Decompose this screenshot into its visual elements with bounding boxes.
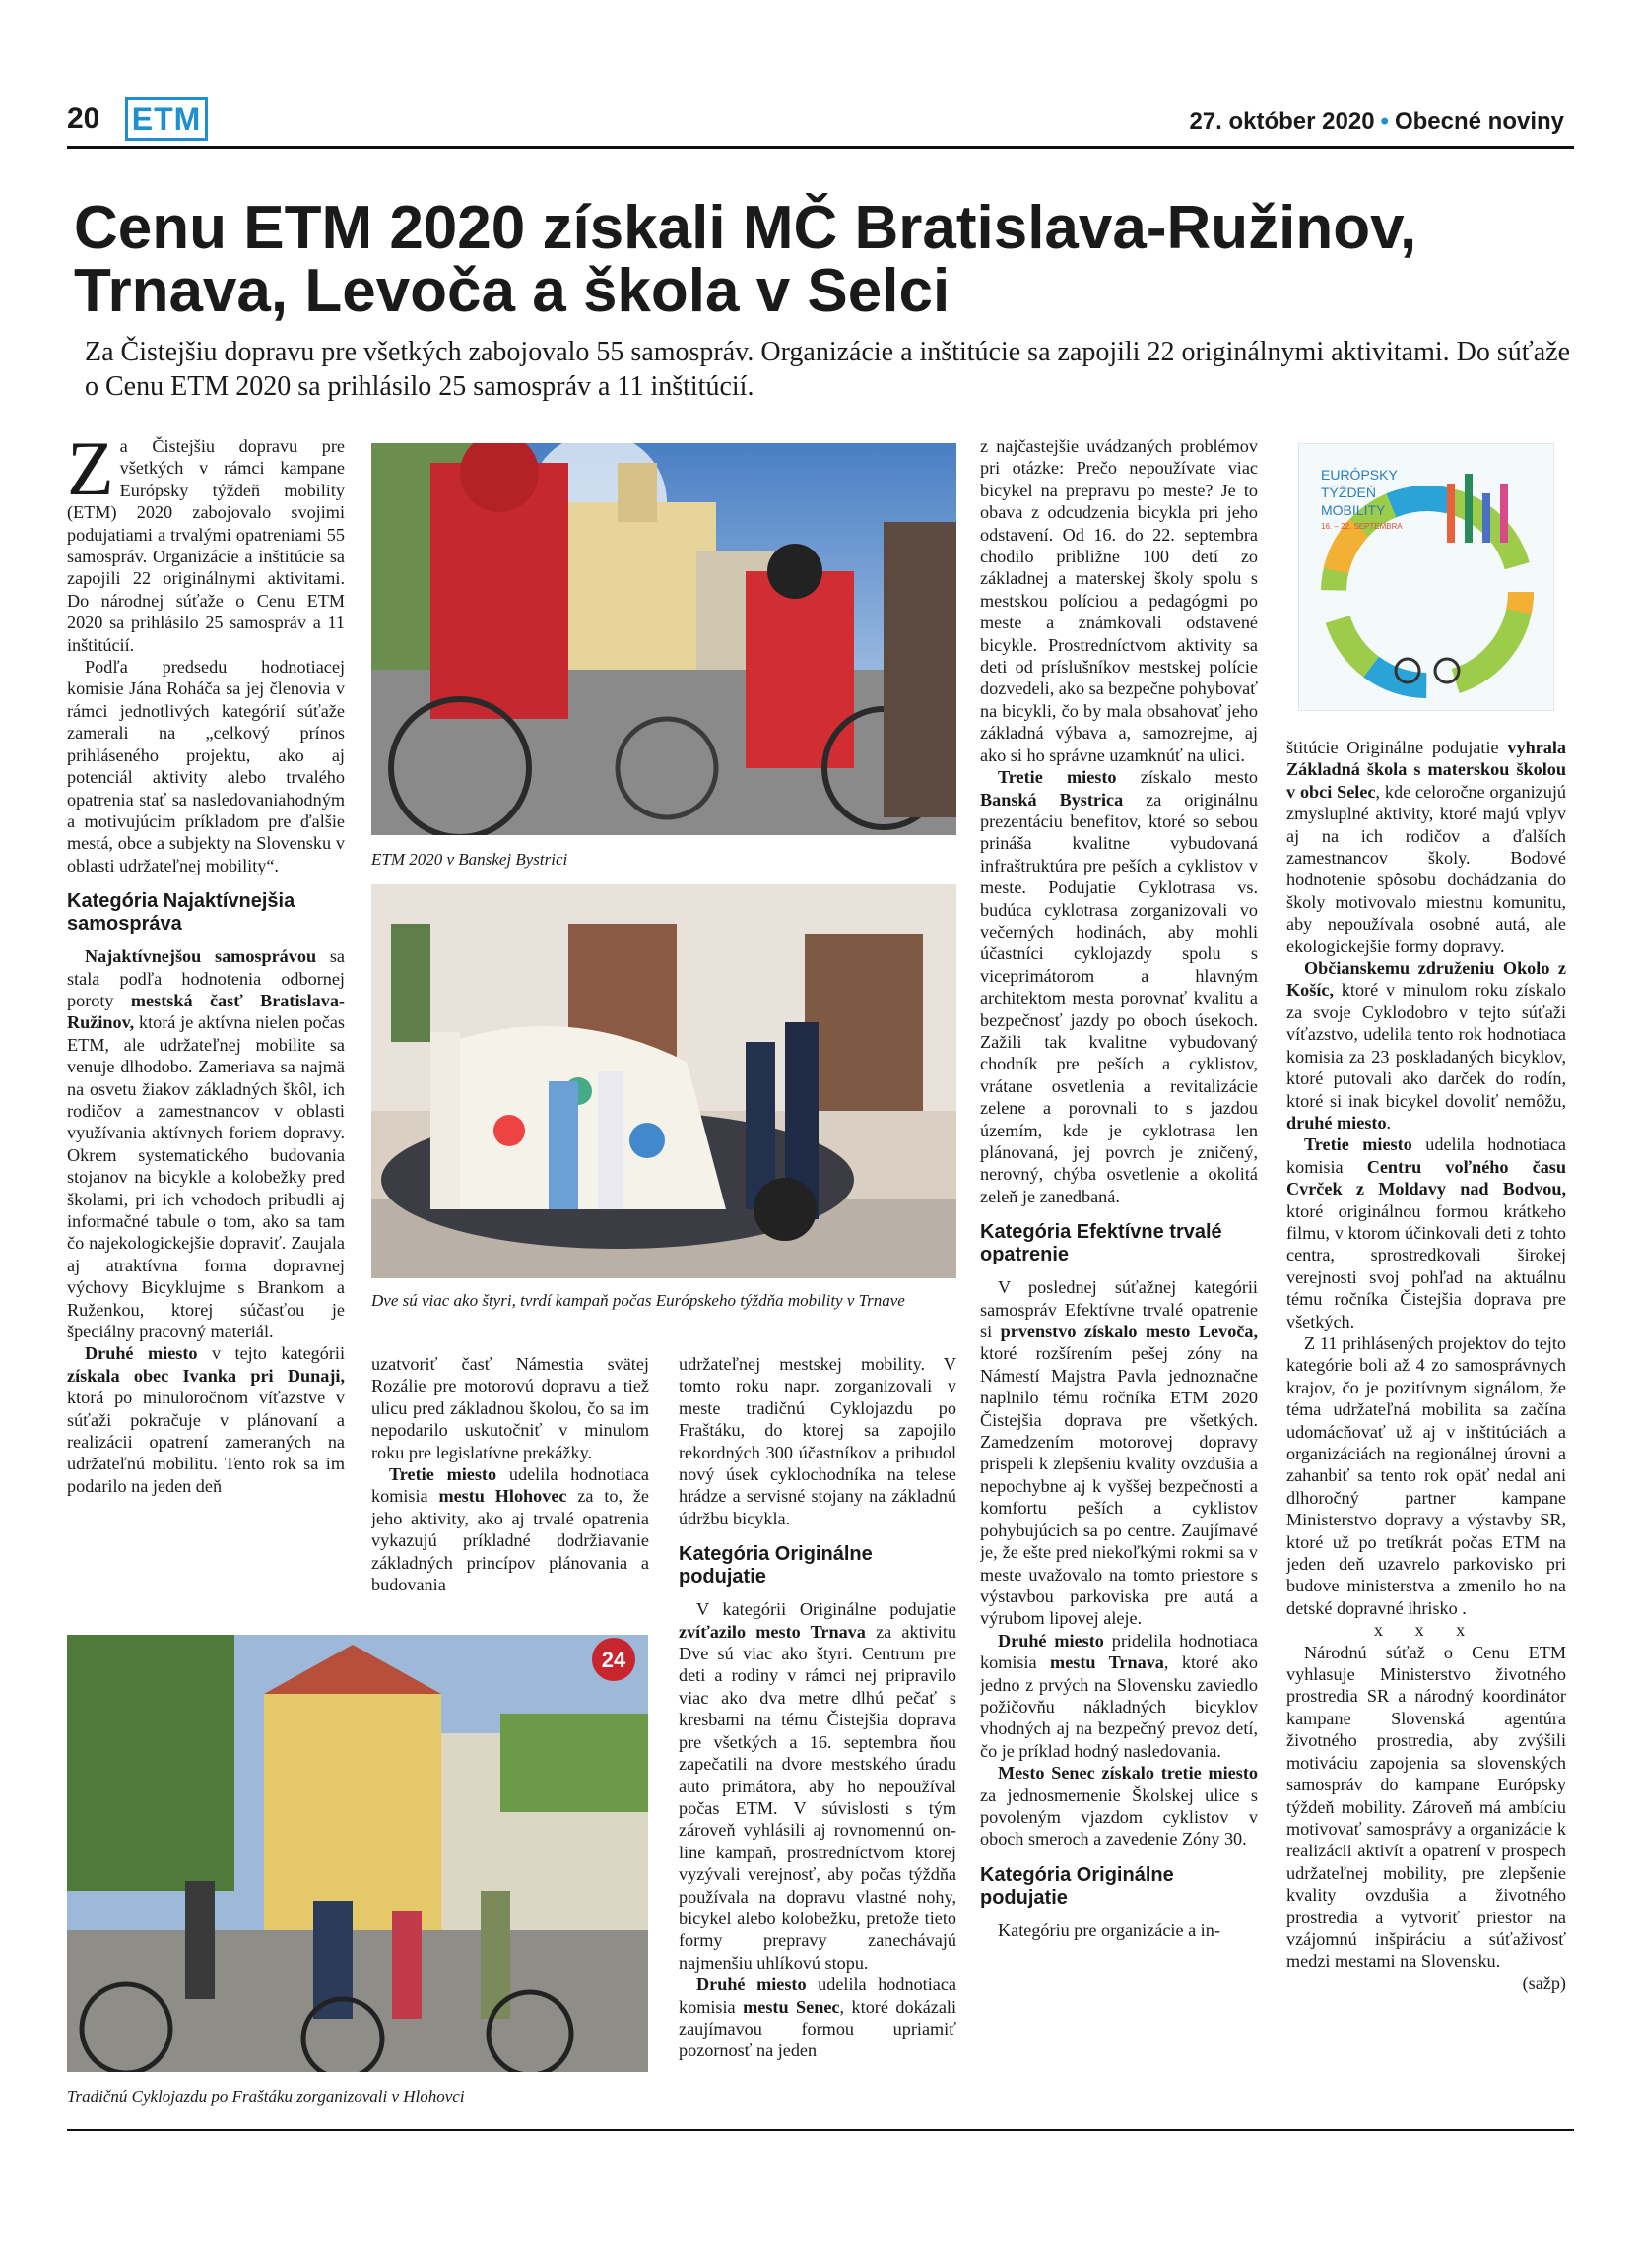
column-3 — [679, 1353, 956, 2098]
col4-paragraph-6: Kategóriu pre organizácie a in- — [998, 1919, 1220, 1940]
photo-trnava — [371, 884, 956, 1278]
col2-paragraph-1: uzatvoriť časť Námestia svätej Rozálie pre motorovú dopravu a tiež ulicu pred základnou školou, čo sa im nepodarilo uskutočniť v minulom roku pre legislatívne prekážky. — [371, 1354, 649, 1462]
col4-paragraph-1: z najčastejšie uvádzaných problémov pri otázke: Prečo nepoužívate viac bicykel na prepravu po meste? Je to obava z odcudzenia bicykla pri jeho odstavení. Od 16. do 22. septembra chodilo približne 100 detí zo základnej a materskej školy spolu s mestskou políciou a pedagógmi po meste a známkovali odstavené bicykle. Prostredníctvom aktivity sa deti od príslušníkov mestskej polície dozvedeli, ako sa bezpečne pohybovať na bicykli, čo by mala obsahovať jeho základná výbava a, samozrejme, aj ako si ho správne uzamknúť na ulici. — [980, 436, 1258, 765]
col3-paragraph-1: udržateľnej mestskej mobility. V tomto roku napr. zorganizovali v meste tradičnú Cyklojazdu po Fraštáku, do ktorej sa zapojilo rekordných 300 účastníkov a pribudol nový úsek cyklochodníka na telese hrádze a servisné stojany na základnú údržbu bicykla. — [679, 1354, 956, 1528]
col5-paragraph-1: štitúcie Originálne podujatie vyhrala Základná škola s materskou školou v obci Selec, kde celoročne organizujú zmysluplné aktivity, ktoré majú vplyv aj na ich rodičov a ďalších zamestnancov školy. Bodové hodnotenie spôsobu dochádzania do školy motivovalo miestnu komunitu, aby nepoužívala osobné autá, ale ekologickejšie formy dopravy. — [1286, 738, 1566, 956]
col3-paragraph-2: V kategórii Originálne podujatie zvíťazilo mesto Trnava za aktivitu Dve sú viac ako štyri. Centrum pre deti a rodiny v rámci nej pripravilo viac ako dva metre dlhú pečať s kresbami na tému Čistejšia doprava pre všetkých a 16. septembra ňou zapečatili na dvore mestského úradu auto primátora, aby ho nepoužíval počas ETM. V súvislosti s tým zároveň vyhlásili aj rovnomennú on-line kampaň, prostredníctvom ktorej vyzývali verejnosť, aby počas týždňa používala na dopravu vlastné nohy, bicykel alebo kolobežku, pretože tieto formy prepravy zanechávajú najmenšiu uhlíkovú stopu. — [679, 1599, 956, 1973]
logo-text-2: TÝŽDEŇ — [1321, 485, 1376, 500]
col2-paragraph-2: Tretie miesto udelila hodnotiaca komisia mestu Hlohovec za to, že jeho aktivity, ako aj trvalé opatrenia vykazujú príkladné dodržiavanie základných princípov plánovania a budovania — [371, 1464, 649, 1595]
section-divider: x x x — [1373, 1620, 1479, 1641]
col4-paragraph-2: Tretie miesto získalo mesto Banská Bystrica za originálnu prezentáciu benefitov, ktoré so sebou prináša kvalitne vybudovaná infraštruktúra pre peších a cyklistov v meste. Podujatie Cyklotrasa vs. budúca cyklotrasa zorganizovali vo večerných hodinách, aby mohli účastníci cyklojazdy spolu s viceprimátorom a hlavným architektom mesta porovnať kvalitu a bezpečnosť jazdy po oboch úsekoch. Zažili tak kvalitne vybudovaný chodník pre peších a cyklistov, vrátane osvetlenia a revitalizácie zelene a porovnali to s jazdou územím, kde je cyklotrasa len plánovaná, jej povrch je zničený, nerovný, chýba osvetlenie a okolitá zeleň je zanedbaná. — [980, 767, 1258, 1206]
publication-name: Obecné noviny — [1394, 108, 1564, 135]
col4-paragraph-3: V poslednej súťažnej kategórii samospráv Efektívne trvalé opatrenie si prvenstvo získalo mesto Levoča, ktoré rozšírením pešej zóny na Námestí Majstra Pavla jednoznačne naplnilo tému ročníka ETM 2020 Čistejšia doprava pre všetkých. Zamedzením motorovej dopravy prispeli k zlepšeniu kvality ovzdušia a nepochybne aj k vyššej bezpečnosti a komfortu peších a cyklistov pohybujúcich sa po centre. Zaujímavé je, že ešte pred niekoľkými rokmi sa v meste uvažovalo na tomto priestore s výstavbou parkoviska pre autá a výrubom lipovej aleje. — [980, 1277, 1258, 1629]
header-separator: • — [1380, 108, 1389, 135]
photo-badge: 24 — [601, 1648, 626, 1672]
col1-paragraph-3: Najaktívnejšou samosprávou sa stala podľa hodnotenia odbornej poroty mestská časť Bratislava-Ružinov, ktorá je aktívna nielen počas ETM, ale udržateľnej mobilite sa venuje dlhodobo. Zameriava sa najmä na osvetu žiakov základných škôl, ich rodičov a zamestnancov v oblasti využívania aktívnych foriem dopravy. Okrem systematického budovania stojanov na bicykle a kolobežky pred školami, pri ich vchodoch pribudli aj informačné tabule o tom, ako sa tam čo najekologickejšie dopraviť. Zaujala aj atraktívna forma dopravnej výchovy Bicyklujme s Brankom a Ruženkou, ktorej súčasťou je špeciálny pracovný materiál. — [67, 946, 345, 1342]
category-heading-originalne-2: Kategória Originálne podujatie — [980, 1863, 1174, 1909]
category-heading-najaktivnejsia: Kategória Najaktívnejšia samospráva — [67, 890, 295, 936]
column-2 — [371, 1353, 649, 1625]
col4-paragraph-5: Mesto Senec získalo tretie miesto za jednosmernenie Školskej ulice s povoleným vjazdom cyklistov v oboch smeroch a zavedenie Zóny 30. — [980, 1763, 1258, 1849]
footer-rule — [67, 2129, 1574, 2131]
column-1 — [67, 435, 345, 1832]
col5-paragraph-5: Národnú súťaž o Cenu ETM vyhlasuje Ministerstvo životného prostredia SR a národný koordinátor kampane Slovenská agentúra životného prostredia, aby zvýšili motiváciu zapojenia sa slovenských samospráv do kampane Európsky týždeň mobility. Zároveň má ambíciu motivovať samosprávy a organizácie k realizácii aktivít a opatrení v prospech udržateľnej mobility, pre zlepšenie kvality ovzdušia a životného prostredia a vytvoriť priestor na vzájomnú inšpiráciu a súťaživosť medzi mestami na Slovensku. — [1286, 1642, 1566, 1972]
section-badge: ETM — [125, 97, 208, 141]
category-heading-originalne-1: Kategória Originálne podujatie — [679, 1543, 873, 1588]
col4-paragraph-4: Druhé miesto pridelila hodnotiaca komisia mestu Trnava, ktoré ako jedno z prvých na Slovensku zaviedlo požičovňu nákladných bicyklov vhodných aj na bezpečný prevoz detí, čo je príklad hodný nasledovania. — [980, 1630, 1258, 1761]
col1-paragraph-4: Druhé miesto v tejto kategórii získala obec Ivanka pri Dunaji, ktorá po minuloročnom víťazstve v súťaži pokračuje v plánovaní a realizácii opatrení zameraných na udržateľnú mobilitu. Tento rok sa im podarilo na jeden deň — [67, 1343, 345, 1496]
logo-text-1: EURÓPSKY — [1321, 467, 1398, 483]
article-lead: Za Čistejšiu dopravu pre všetkých zabojovalo 55 samospráv. Organizácie a inštitúcie sa zapojili 22 originálnymi aktivitami. Do súťaže o Cenu ETM 2020 sa prihlásilo 25 samospráv a 11 inštitúcií. — [85, 337, 1571, 402]
header-dateline — [1189, 108, 1564, 136]
caption-photo-1: ETM 2020 v Banskej Bystrici — [371, 850, 568, 869]
article-title: Cenu ETM 2020 získali MČ Bratislava-Ružinov, Trnava, Levoča a škola v Selci — [74, 194, 1417, 325]
caption-photo-3: Tradičnú Cyklojazdu po Fraštáku zorganizovali v Hlohovci — [67, 2087, 465, 2106]
photo-hlohovec — [67, 1635, 648, 2072]
category-heading-efektivne: Kategória Efektívne trvalé opatrenie — [980, 1221, 1222, 1266]
logo-text-4: 16. – 22. SEPTEMBRA — [1321, 522, 1403, 531]
etm-logo — [1298, 443, 1554, 711]
column-5 — [1286, 737, 1566, 2106]
issue-date: 27. október 2020 — [1189, 108, 1375, 135]
col3-paragraph-3: Druhé miesto udelila hodnotiaca komisia mestu Senec, ktoré dokázali zaujímavou formou upriamiť pozornosť na jeden — [679, 1975, 956, 2061]
column-4 — [980, 435, 1258, 2100]
header-rule — [67, 146, 1574, 149]
drop-cap: Z — [67, 435, 114, 511]
col5-paragraph-4: Z 11 prihlásených projektov do tejto kategórie boli až 4 zo samosprávnych krajov, čo je pozitívnym signálom, že téma udržateľná mobilita sa začína udomácňovať už aj v inštitúciách a organizáciách na regionálnej úrovni a zahanbiť sa tento rok opäť nedal ani dlhoročný partner kampane Ministerstvo dopravy a výstavby SR, ktoré už po tretíkrát počas ETM na jeden deň uzavrelo parkovisko pri budove ministerstva a zmenilo ho na detské dopravné ihrisko . — [1286, 1332, 1566, 1618]
col5-paragraph-2: Občianskemu združeniu Okolo z Košíc, ktoré v minulom roku získalo za svoje Cyklodobro v tejto súťaži víťazstvo, udelila tento rok hodnotiaca komisia za 23 poskladaných bicyklov, ktoré putovali ako darček do rodín, ktoré si inak bicykel dovoliť nemôžu, druhé miesto. — [1286, 958, 1566, 1133]
logo-text-3: MOBILITY — [1321, 502, 1386, 518]
col1-paragraph-2: Podľa predsedu hodnotiacej komisie Jána Roháča sa jej členovia v rámci jednotlivých kategórií súťaže zamerali na „celkový prínos prihláseného projektu, ako aj potenciál aktivity alebo trvalého opatrenia stať sa nasledovaniahodným a motivujúcim príkladom pre ďalšie mestá, obce a subjekty na Slovensku v oblasti udržateľnej mobility“. — [67, 657, 345, 875]
author-signature: (sažp) — [1522, 1973, 1566, 1993]
caption-photo-2: Dve sú viac ako štyri, tvrdí kampaň počas Európskeho týždňa mobility v Trnave — [371, 1291, 905, 1310]
photo-banska-bystrica — [371, 443, 956, 835]
page-number: 20 — [67, 102, 100, 135]
col1-paragraph-1: a Čistejšiu dopravu pre všetkých v rámci kampane Európsky týždeň mobility (ETM) 2020 zabojovalo svojimi podujatiami a trvalými opatreniami 55 samospráv. Organizácie a inštitúcie sa zapojili 22 originálnymi aktivitami. Do národnej súťaže o Cenu ETM 2020 sa prihlásilo 25 samospráv a 11 inštitúcií. — [67, 436, 345, 655]
col5-paragraph-3: Tretie miesto udelila hodnotiaca komisia Centru voľného času Cvrček z Moldavy nad Bodvou, ktoré originálnou formou krátkeho filmu, v ktorom účinkovali deti z tohto centra, sprostredkovali širokej verejnosti svoj pohľad na aktuálnu tému ročníka Čistejšia doprava pre všetkých. — [1286, 1134, 1566, 1331]
